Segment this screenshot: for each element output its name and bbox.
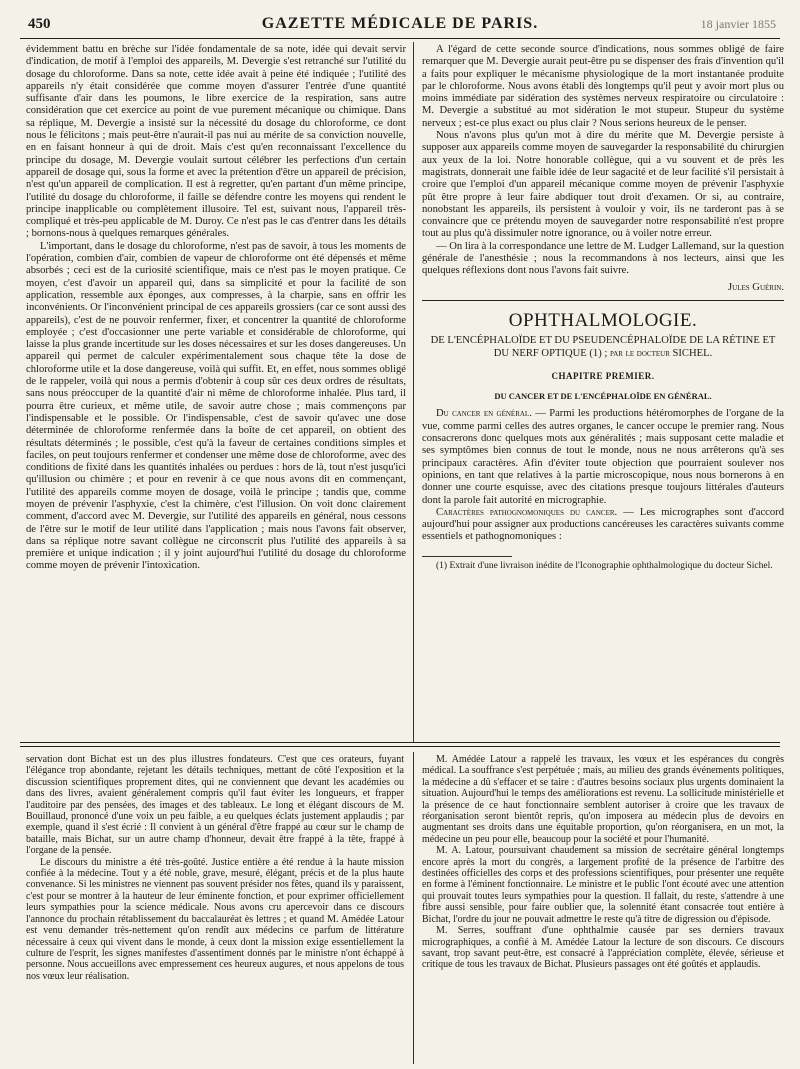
footnote: (1) Extrait d'une livraison inédite de l'Iconographie ophthalmologique du docteur Sichel. — [436, 560, 773, 571]
paragraph — [422, 507, 784, 544]
run-in-heading: Du cancer en général. — [436, 408, 532, 420]
paragraph: servation dont Bichat est un des plus illustres fondateurs. C'est que ces orateurs, fuyant l'élégance trop abondante, rejetant les détails techniques, mettant de côté l'exposition et la discussion scientifiques proprement dites, qui ne conviennent que devant les académies ou dans des livres, avaient généralement compris qu'il faut éviter les longueurs, et frapper l'auditoire par des pensées, des images et des tableaux. Le long et élégant discours de M. Bouillaud, prononcé d'une voix un peu faible, a eu quelques éclats justement applaudis ; par exemple, quand il s'est écrié : Il convient à un général d'être frappé au cœur sur le champ de bataille, mais Bichat, sur un autre champ d'honneur, devait être frappé à la tête, frappé à l'organe de la pensée. — [26, 754, 404, 857]
paragraph: Le discours du ministre a été très-goûté. Justice entière a été rendue à la haute mission confiée à la médecine. Tout y a été noble, grave, mesuré, élégant, précis et de la plus haute convenance. Si les ministres ne viennent pas souvent présider nos fêtes, quand ils y paraissent, c'est pour se montrer à la hauteur de leur éminente fonction, et pour exprimer officiellement leurs sympathies pour la science médicale. Nous avons cru apercevoir dans ce discours l'annonce du prochain rétablissement du baccalauréat ès lettres ; et quand M. Amédée Latour est venu demander très-nettement qu'on rendît aux médecins ce parfum de littérature nécessaire à ceux qui vivent dans le monde, à ceux dont la mission exige essentiellement la culture de l'esprit, les signes manifestes d'assentiment donnés par le ministre n'ont échappé à personne. Nous accueillons avec empressement ces heureux augures, et nous appelons de tous nos vœux leur réalisation. — [26, 856, 404, 982]
right-column — [422, 44, 784, 572]
page-number: 450 — [28, 16, 51, 32]
run-in-heading: Caractères pathognomoniques du cancer. — [436, 506, 618, 518]
paragraph — [422, 408, 784, 506]
journal-title: GAZETTE MÉDICALE DE PARIS. — [261, 15, 539, 32]
article-title: DE L'ENCÉPHALOÏDE ET DU PSEUDENCÉPHALOÏDE DE LA RÉTINE ET DU NERF OPTIQUE (1) ; par le docteur SICHEL. — [430, 335, 776, 359]
paragraph: — On lira à la correspondance une lettre de M. Ludger Lallemand, sur la question générale de l'anesthésie ; nous la recommandons à nos lecteurs, ainsi que les quelques réflexions dont nous l'avons fait suivre. — [422, 240, 784, 277]
footnote-rule — [422, 556, 512, 557]
feuilleton-left-column — [26, 754, 404, 982]
chapter-heading: CHAPITRE PREMIER. — [551, 370, 655, 381]
feuilleton-separator — [20, 742, 780, 747]
column-divider — [413, 752, 414, 1064]
paragraph-text: — Parmi les productions hétéromorphes de l'organe de la vue, comme parmi celles des autres organes, le cancer occupe le premier rang. Nous consacrerons donc quelques mots aux généralités ; mais supposant cette maladie et ses symptômes bien connus de tout le monde, nous ne nous arrêterons qu'à ses principaux caractères. Afin d'éviter toute objection que pourraient soulever nos opinions, en tant que relatives à la partie microscopique, nous nous bornerons à en donner une courte esquisse, avec des citations presque toujours littérales d'auteurs dont la parole fait autorité en micrographie. — [422, 408, 785, 506]
signature: Jules Guérin. — [728, 281, 784, 293]
page-header — [20, 12, 780, 39]
paragraph: L'important, dans le dosage du chloroforme, n'est pas de savoir, à tous les moments de l'opération, combien d'air, combien de vapeur de chloroforme ont été dépensés et même absorbés ; ceci est de la curiosité scientifique, mais ce n'est pas le moyen pratique. Ce moyen, c'est d'avoir un appareil qui, dans sa simplicité et pour la facilité de son application, ressemble aux éponges, aux compresses, à la charpie, sans en offrir les inconvénients. Or l'inconvénient principal de ces appareils grossiers (car ce sont aussi des appareils), c'est de ne pouvoir renfermer, fixer, et concentrer la quantité de chloroforme employée ; c'est d'occasionner une perte variable et considérable de chloroforme, qui laisse la plus grande incertitude sur les doses nécessaires et sur les doses dangereuses. Un appareil qui permet de calculer expérimentalement sous chaque tête la dose de chloroforme utile et la dose dangereuse, voilà qui suffit. Et, en effet, nous sommes obligé de le rappeler, voilà qui nous a permis d'obtenir à coup sûr ces deux ordres de résultats, sans nous préoccuper de la quantité d'air ni même de chloroforme inhalée. Plus tard, il pourra être curieux, et même utile, de savoir autre chose ; mais commençons par l'indispensable et le possible. Or l'indispensable, c'est de savoir qu'avec une dose déterminée de chloroforme renfermée dans la boîte de cet appareil, on obtient des résultats déterminés ; le possible, c'est qu'à la faveur de certaines conditions simples et faciles, on peut toujours renfermer et condenser une même dose de chloroforme, avec des conditions de fixité dans les quantités inhalées ou perdues : hors de là, tout n'est jusqu'ici qu'illusion ou chimère ; et pour en revenir à ce que nous avons dit en commençant, l'utilité des appareils comme moyen de dosage, voilà le principe ; tandis que, comme moyen de prévenir l'asphyxie, c'est la chimère, c'est l'illusion. On voit donc clairement comment, d'accord avec M. Devergie, sur l'utilité des appareils en général, nous cessons de l'être sur le motif de leur utilité dans l'application ; mais nous l'avons fait observer, dans sa réplique notre savant collègue ne circonscrit plus l'utilité des appareils à sa première et unique indication ; il y joint aujourd'hui l'utilité du dosage du chloroforme comme moyen de prévenir l'intoxication. — [26, 240, 406, 572]
paragraph-text: — Les micrographes sont d'accord aujourd'hui pour assigner aux productions cancéreuses les caractères suivants comme essentiels et pathognomoniques : — [422, 506, 785, 543]
section-rule — [422, 300, 784, 301]
paragraph: évidemment battu en brèche sur l'idée fondamentale de sa note, idée qui devait servir d'indication, de motif à l'emploi des appareils, M. Devergie s'est retranché sur l'utilité du dosage du chloroforme. Dans sa note, cette idée avait à peine été indiquée ; l'utilité des appareils n'y était considérée que comme moyen d'assurer l'entrée d'une quantité suffisante d'air dans les poumons, le libre exercice de la respiration, sans autre considération que cet exercice au point de vue purement mécanique ou chimique. Dans sa réplique, M. Devergie a insisté sur la nécessité du dosage du chloroforme, ce dont nous le félicitons ; mais peut-être n'aurait-il pas nui au mérite de sa conviction nouvelle, en en faisant honneur à qui de droit. Mais c'est qu'en reconnaissant l'excellence du principe du dosage, M. Devergie voulait surtout célébrer les perfections d'un certain appareil de dosage qui, sous la forme et avec la prétention d'être un appareil de précision, n'est qu'un appareil de complication. Il est à regretter, qu'en partant d'un même principe, l'utilité du dosage du chloroforme, il faille se défendre contre les moyens qui rendent le principe inapplicable ou complètement illusoire. Tel est, suivant nous, l'appareil très-compliqué et très-peu applicable de M. Duroy. Ce n'est pas le cas d'entrer dans les détails ; bornons-nous à quelques remarques générales. — [26, 44, 406, 240]
paragraph: M. Amédée Latour a rappelé les travaux, les vœux et les espérances du congrès médical. La souffrance s'est perpétuée ; mais, au milieu des grands événements politiques, la médecine a dû s'effacer et se taire : d'autres besoins sociaux plus urgents dominaient la situation. Aujourd'hui le temps des améliorations est revenu. La sollicitude ministérielle et la présence de ce haut fonctionnaire semblent autoriser à croire que les travaux de réorganisation seront bientôt repris, qu'on imposera au médecin plus de devoirs en augmentant ses droits dans une équitable proportion, qu'on réorganisera, en un mot, la médecine un peu pour elle, beaucoup pour la société et pour l'humanité. — [422, 754, 784, 845]
paragraph: M. Serres, souffrant d'une ophthalmie causée par ses derniers travaux micrographiques, a confié à M. Amédée Latour la lecture de son discours. Ce discours savant, trop savant peut-être, est consacré à l'appréciation complète, élevée, sérieuse et critique de tous les travaux de Bichat. Plusieurs passages ont été goûtés et applaudis. — [422, 925, 784, 971]
section-title: OPHTHALMOLOGIE. — [508, 309, 698, 331]
paragraph: Nous n'avons plus qu'un mot à dire du mérite que M. Devergie persiste à supposer aux appareils comme moyen de sauvegarder la responsabilité du chirurgien aux yeux de la loi. Notre honorable collègue, qui a vu souvent et de près les magistrats, donnerait une faible idée de leur sagacité et de leur facilité s'il persistait à croire que l'emploi d'un appareil mécanique comme moyen de prévenir l'asphyxie pût être propre à leur faire abdiquer tout droit d'examen. Or si, au contraire, nonobstant les appareils, ils persistent à vouloir y voir, ils ne tarderont pas à se convaincre que ce prétendu moyen de sauvegarder notre responsabilité n'est propre tout au plus qu'à dissimuler notre ignorance, ou à voiler notre erreur. — [422, 130, 784, 240]
feuilleton-right-column — [422, 754, 784, 971]
paragraph: M. A. Latour, poursuivant chaudement sa mission de secrétaire général longtemps encore après la mort du congrès, a largement profité de la présence de l'arbitre des destinées officielles des corps et des professions scientifiques, pour présenter une requête en forme à l'éminent fonctionnaire. Le ministre et le public l'ont écouté avec une attention qui prouvait toutes leurs sympathies pour la question. Il fallait, du reste, s'attendre à une fibre aussi sensible, pour faire oublier que, la solennité étant consacrée tout entière à Bichat, l'ordre du jour ne pouvait admettre le reste qu'à titre de digression ou d'épisode. — [422, 845, 784, 925]
issue-date: 18 janvier 1855 — [700, 17, 776, 31]
paragraph: A l'égard de cette seconde source d'indications, nous sommes obligé de faire remarquer que M. Devergie aurait peut-être pu se dispenser des frais d'invention qu'il a faits pour expliquer le mécanisme physiologique de la mort instantanée produite par le chloroforme. Nous avons établi dès longtemps qu'il peut y avoir mort plus ou moins immédiate par sidération des systèmes nerveux respiratoire ou circulatoire : M. Devergie a substitué au mot sidération le mot stupeur. Stupeur du système nerveux ; est-ce plus exact ou plus clair ? Nous serions heureux de le penser. — [422, 44, 784, 129]
chapter-subheading: DU CANCER ET DE L'ENCÉPHALOÏDE EN GÉNÉRAL. — [494, 391, 712, 402]
column-divider — [413, 42, 414, 742]
left-column — [26, 44, 406, 573]
